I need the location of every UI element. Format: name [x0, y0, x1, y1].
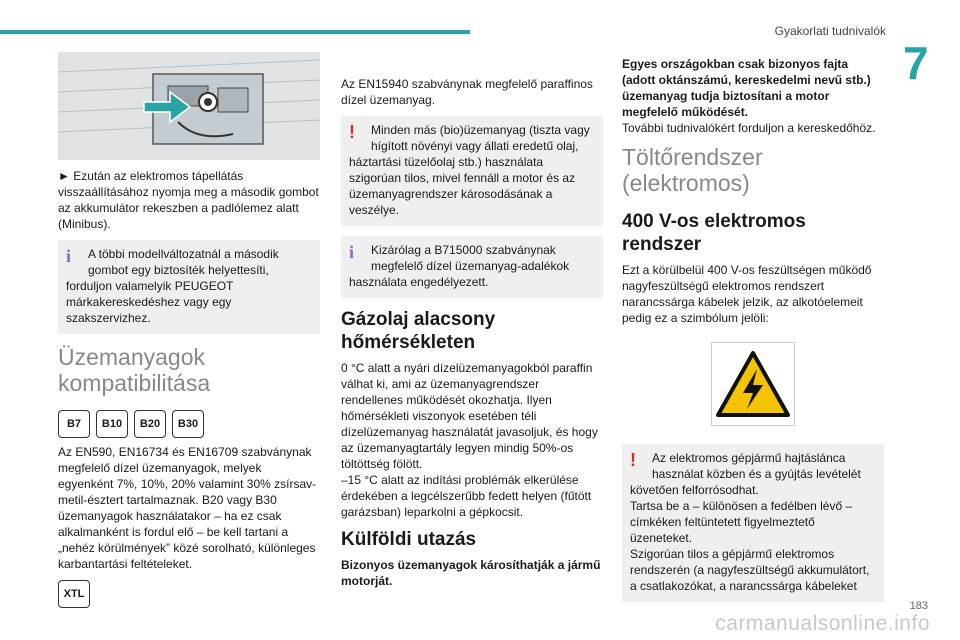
battery-illustration — [58, 52, 320, 160]
warning-note-first: Minden más (bio)üzemanyag (tiszta vagy hígított növényi vagy állati eredetű olaj, — [371, 123, 590, 153]
hv-symbol-box — [622, 334, 884, 434]
info-icon: i — [349, 242, 355, 262]
country-fuel-text: Egyes országokban csak bizonyos fajta (adott oktánszámú, kereskedelmi nevű stb.) üzemanyag tudja biztosítani a motor megfelelő működését. — [622, 57, 871, 119]
dealer-text: További tudnivalókért forduljon a kereskedőhöz. — [622, 121, 876, 135]
low-temp-paragraph: 0 °C alatt a nyári dízelüzemanyagokból paraffin válhat ki, ami az üzemanyagrendszer rendellenes működését okozhatja. Ilyen hőmérsékleti viszonyok esetében téli dízelüzemanyag használatát javasoljuk, és hogy az üzemanyagtartály legyen mindig 50%-os töltöttség fölött. –15 °C alatt az indítási problémák elkerülése érdekében a legcélszerűbb fedett helyen (fűtött garázsban) leparkolni a gépkocsit. — [341, 361, 598, 519]
page-number: 183 — [909, 600, 928, 612]
section-title-400v: 400 V-os elektromos rendszer — [622, 211, 806, 255]
column-right — [622, 56, 884, 612]
chapter-number: 7 — [903, 37, 929, 89]
warning-note-first: Az elektromos gépjármű hajtáslánca használat közben és a gyújtás levételét — [652, 451, 861, 481]
warning-note-rest: követően felforrósodhat. Tartsa be a – különösen a fedélben lévő – címkéken feltüntetett figyelmeztető üzeneteket. Szigorúan tilos a gépjármű elektromos rendszerén (a nagyfeszültségű akkumulátort, a csatlakozókat, a narancssárga kábeleket — [630, 483, 870, 593]
badge-b30: B30 — [172, 410, 204, 438]
info-note-rest: forduljon valamelyik PEUGEOT márkakereskedéshez vagy egy szakszervizhez. — [66, 279, 234, 325]
info-icon: i — [66, 246, 72, 266]
travel-warning-text: Bizonyos üzemanyagok károsíthatják a jármű motorját. — [341, 558, 601, 588]
badge-xtl: XTL — [58, 580, 90, 608]
paraffin-intro: Az EN15940 szabványnak megfelelő paraffinos dízel üzemanyag. — [341, 77, 593, 107]
warning-icon: ! — [630, 450, 636, 470]
high-voltage-icon — [711, 342, 795, 426]
warning-note-rest: háztartási tüzelőolaj stb.) használata szigorúan tilos, mivel fennáll a motor és az üzemanyagrendszer károsodásának a veszélye. — [349, 155, 576, 217]
info-note-first: A többi modellváltozatnál a második gombot egy biztosíték helyettesíti, — [88, 247, 279, 277]
badge-b7: B7 — [58, 410, 90, 438]
fuel-badges — [58, 410, 320, 438]
warning-note-hv — [622, 444, 884, 602]
column-left — [58, 52, 320, 608]
warning-icon: ! — [349, 122, 355, 142]
section-title-low-temp: Gázolaj alacsony hőmérsékleten — [341, 309, 496, 353]
fuel-paragraph: Az EN590, EN16734 és EN16709 szabványnak megfelelő dízel üzemanyagok, melyek egyenként 7%, 10%, 20% valamint 30% zsírsav-metil-észtert tartalmaznak. B20 vagy B30 üzemanyagok használatakor – ha ez csak alkalmanként is fordul elő – be kell tartani a „nehéz körülmények” közé sorolható, különleges karbantartási feltételeket. — [58, 445, 317, 571]
hv-paragraph: Ezt a körülbelül 400 V-os feszültségen működő nagyfeszültségű elektromos rendszert narancssárga kábelek jelzik, az alkotóelemeit pedig ez a szimbólum jelöli: — [622, 263, 872, 325]
watermark: carmanualsonline.info — [715, 612, 930, 635]
badge-b10: B10 — [96, 410, 128, 438]
badge-b20: B20 — [134, 410, 166, 438]
info-note-first: Kizárólag a B715000 szabványnak megfelelő dízel üzemanyag-adalékok — [371, 243, 570, 273]
header-accent-bar — [0, 30, 470, 34]
section-title-charging: Töltőrendszer (elektromos) — [622, 144, 763, 196]
warning-note-fuels — [341, 116, 603, 226]
info-note — [58, 240, 320, 334]
info-note-additives — [341, 236, 603, 298]
section-title-fuel: Üzemanyagok kompatibilitása — [58, 344, 211, 396]
step-text: ► Ezután az elektromos tápellátás visszaállításához nyomja meg a második gombot az akkumulátor rekeszben a padlólemez alatt (Minibus). — [58, 169, 319, 231]
section-title-travel: Külföldi utazás — [341, 529, 477, 550]
column-middle — [341, 76, 603, 597]
battery-compartment-photo — [58, 52, 320, 160]
chapter-title: Gyakorlati tudnivalók — [774, 24, 886, 38]
info-note-rest: használata engedélyezett. — [349, 275, 489, 289]
